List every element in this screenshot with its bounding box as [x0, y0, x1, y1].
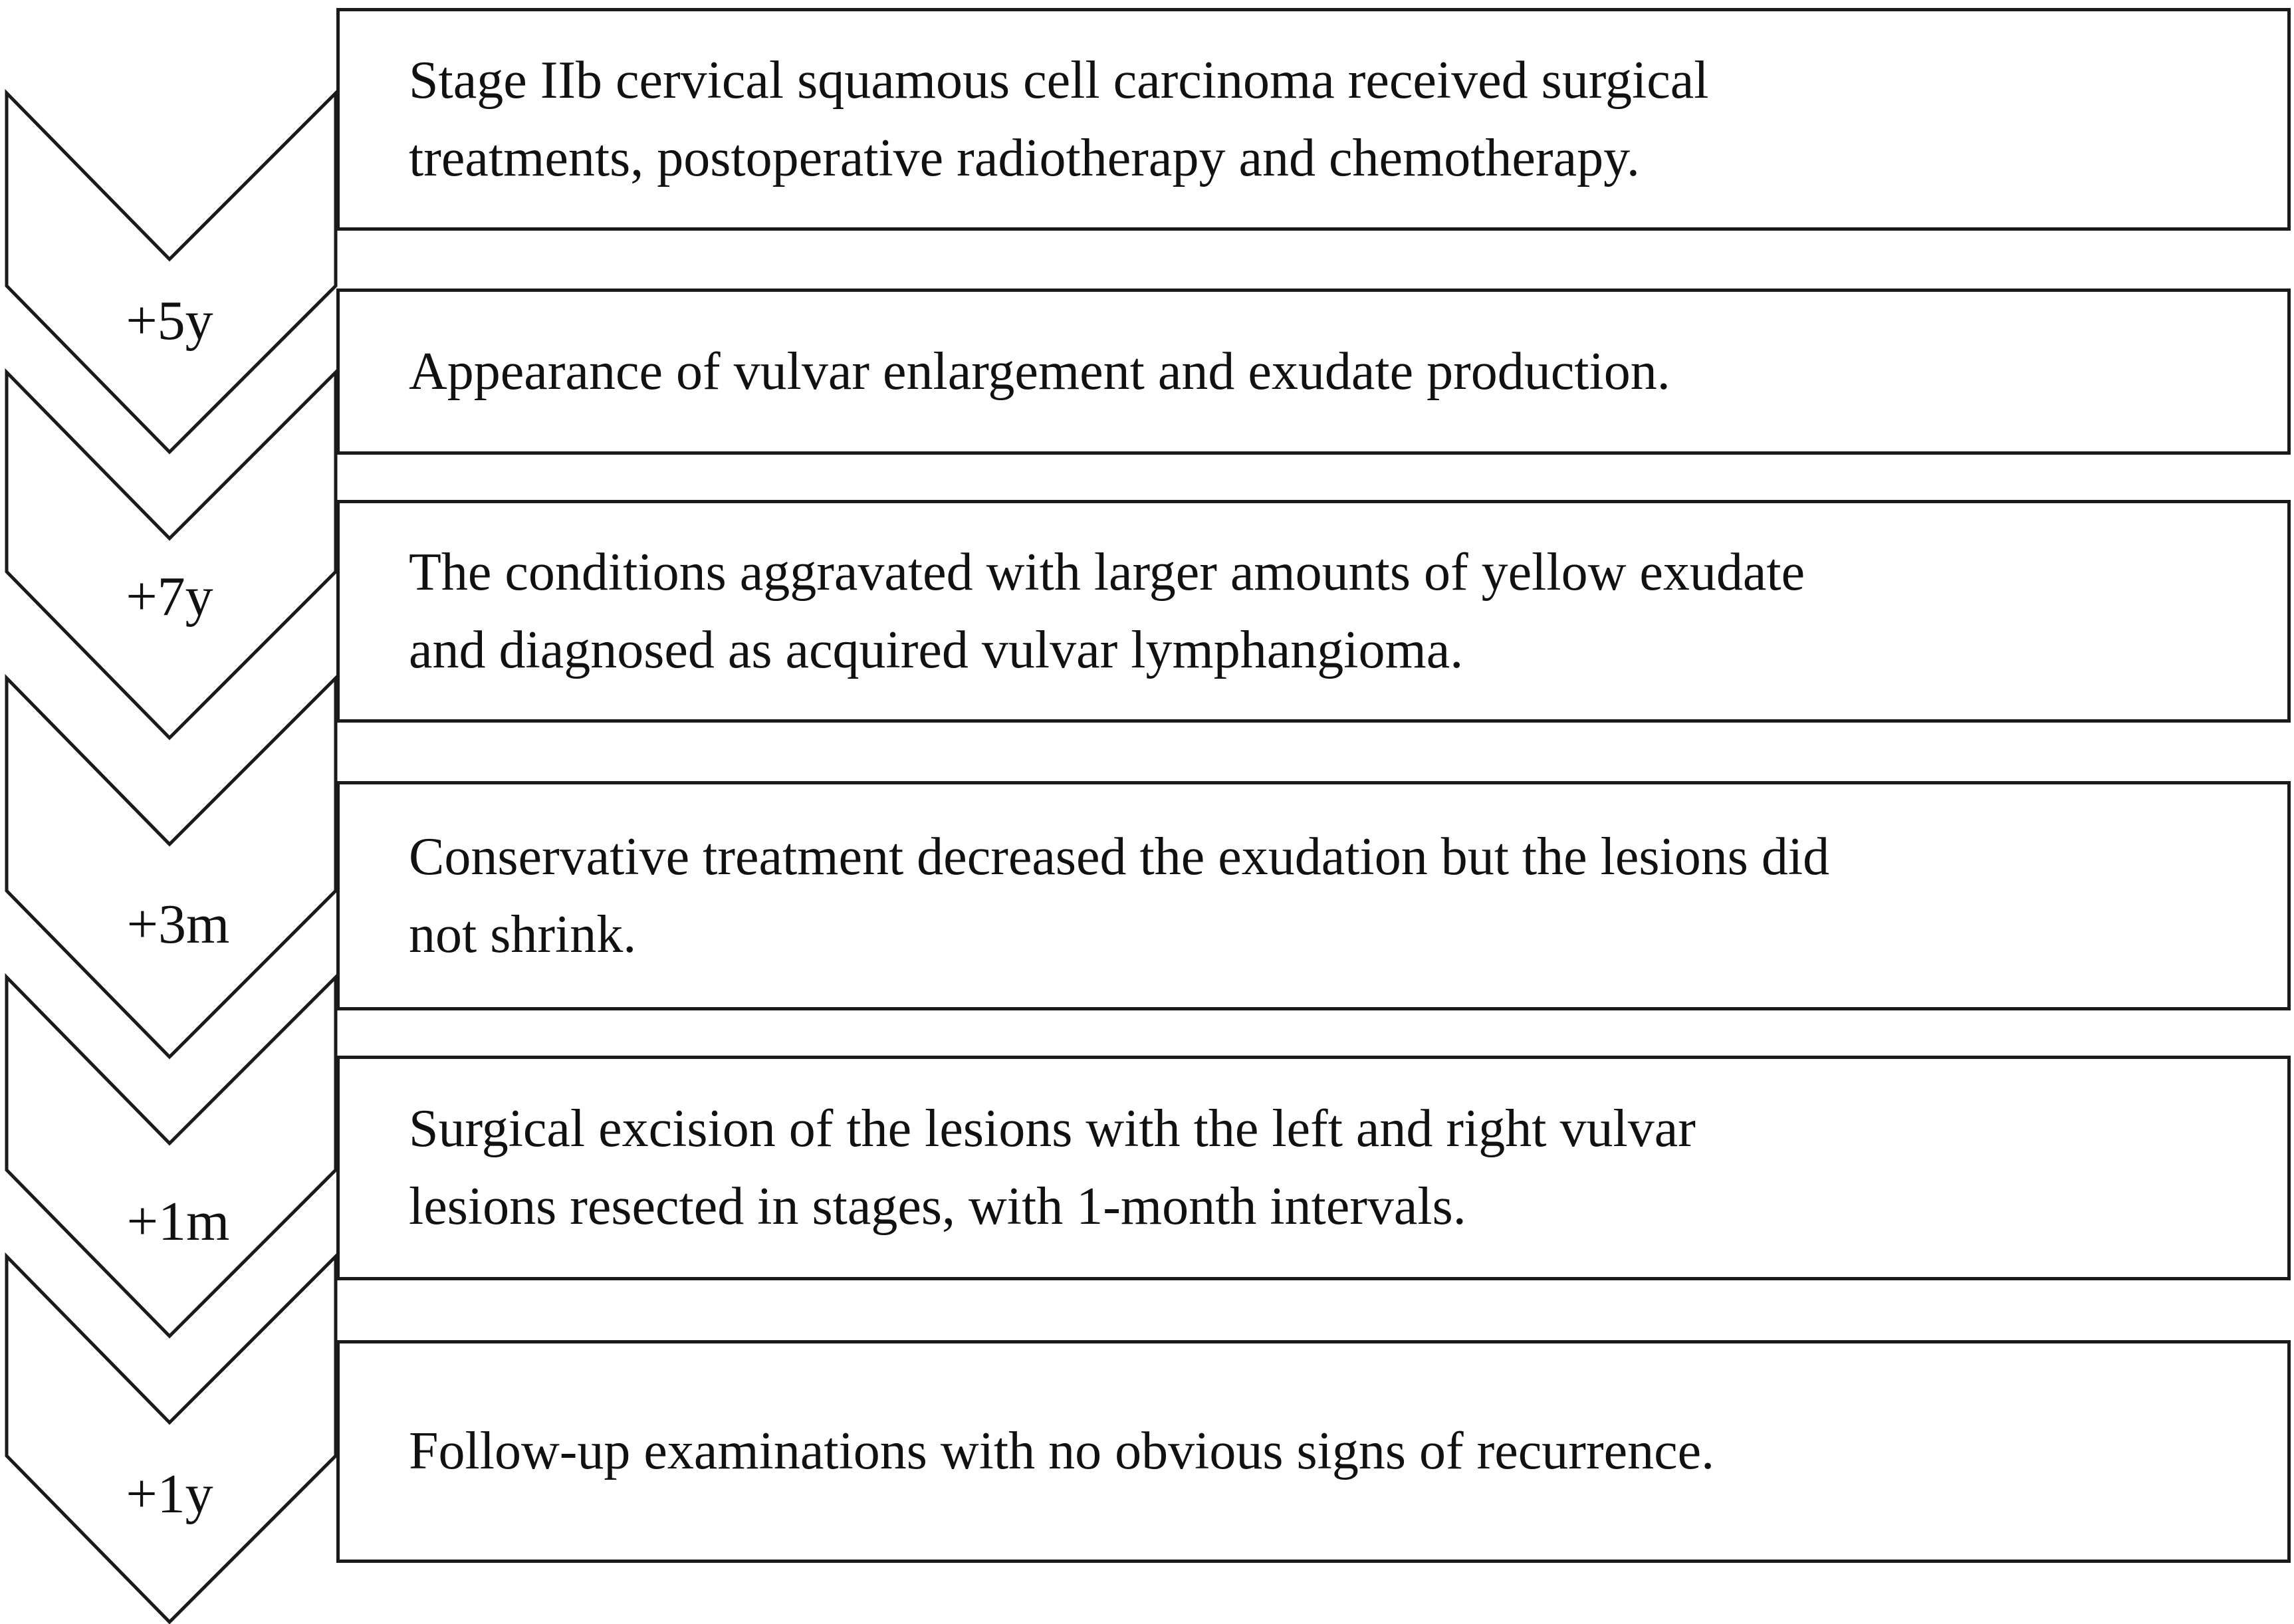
event-3-line-2: and diagnosed as acquired vulvar lymphangioma. [409, 620, 1464, 679]
event-text-1 [340, 42, 1748, 197]
chevron-arrow-1 [7, 93, 336, 452]
event-5-line-2: lesions resected in stages, with 1-month intervals. [409, 1177, 1466, 1236]
event-text-2 [340, 333, 1710, 411]
interval-label-4: +1m [126, 1191, 230, 1252]
event-text-5 [340, 1090, 1736, 1246]
event-1-line-1: Stage IIb cervical squamous cell carcinoma received surgical [409, 51, 1709, 110]
event-box-6 [336, 1340, 2291, 1563]
event-text-4 [340, 818, 1869, 974]
interval-label-1: +5y [126, 290, 213, 352]
event-1-line-2: treatments, postoperative radiotherapy and chemotherapy. [409, 128, 1640, 187]
event-6-line-1: Follow-up examinations with no obvious signs of recurrence. [409, 1422, 1715, 1480]
event-text-6 [340, 1413, 1754, 1490]
event-2-line-1: Appearance of vulvar enlargement and exudate production. [409, 342, 1670, 401]
event-box-3 [336, 500, 2291, 723]
interval-label-2: +7y [126, 566, 213, 628]
event-5-line-1: Surgical excision of the lesions with the left and right vulvar [409, 1100, 1696, 1158]
interval-label-5: +1y [126, 1463, 213, 1525]
event-3-line-1: The conditions aggravated with larger amounts of yellow exudate [409, 542, 1805, 602]
event-text-3 [340, 534, 1845, 689]
event-4-line-1: Conservative treatment decreased the exudation but the lesions did [409, 827, 1830, 886]
interval-label-3: +3m [126, 893, 230, 955]
event-box-1 [336, 8, 2291, 231]
event-box-2 [336, 289, 2291, 455]
event-box-4 [336, 781, 2291, 1010]
event-box-5 [336, 1056, 2291, 1280]
event-4-line-2: not shrink. [409, 905, 637, 964]
